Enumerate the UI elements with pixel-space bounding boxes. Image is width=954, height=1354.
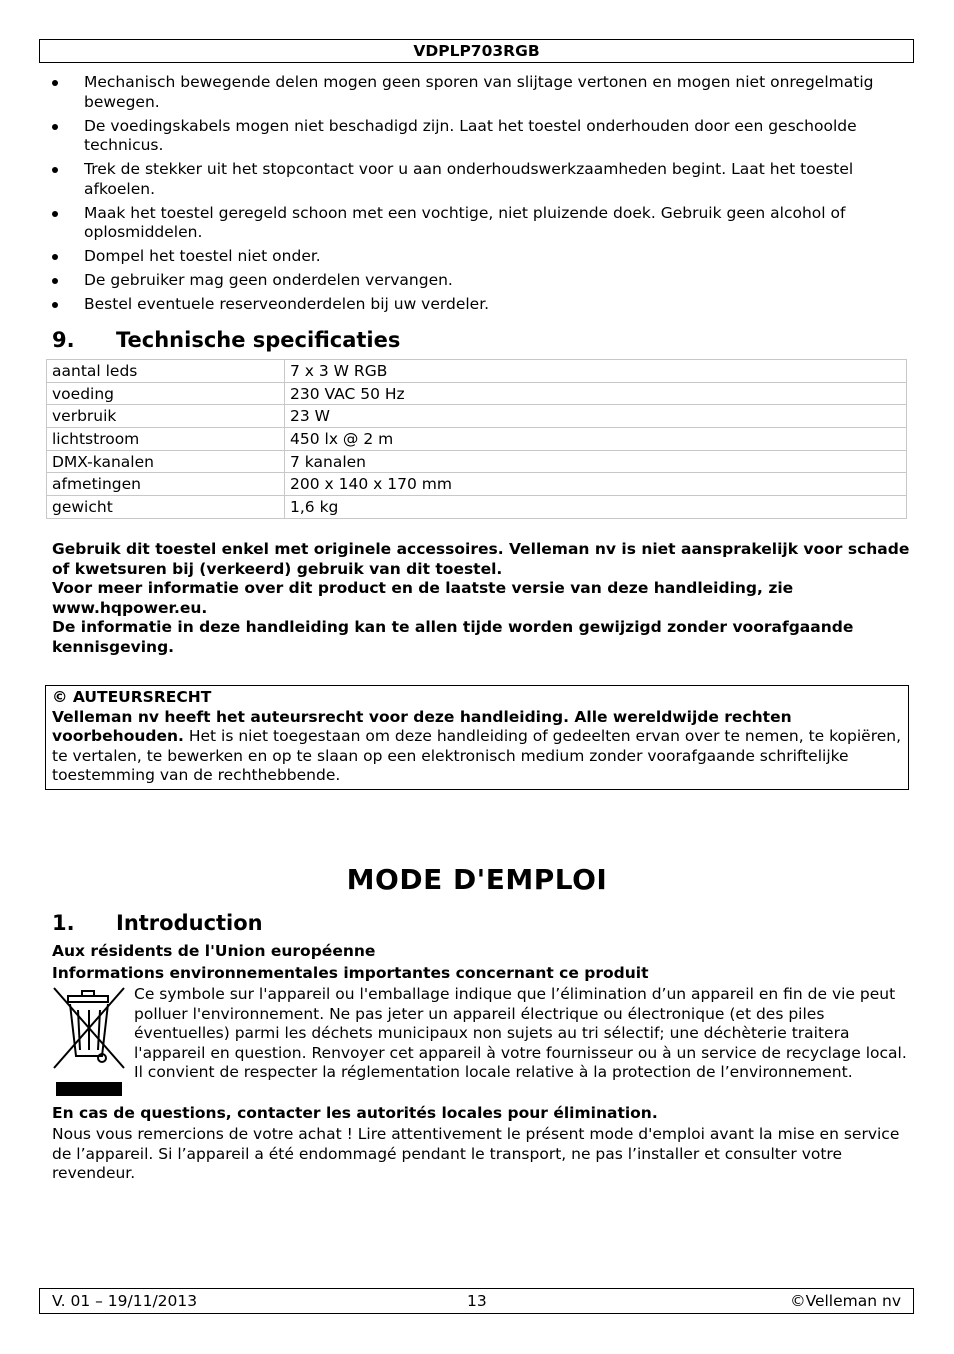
table-row: voeding 230 VAC 50 Hz <box>47 382 907 405</box>
list-item: Trek de stekker uit het stopcontact voor u aan onderhoudswerkzaamheden begint. Laat het toestel afkoelen. <box>52 160 912 199</box>
version-date: V. 01 – 19/11/2013 <box>52 1292 198 1310</box>
bullet-icon <box>52 211 58 217</box>
list-item: Dompel het toestel niet onder. <box>52 247 912 267</box>
weee-description: Ce symbole sur l'appareil ou l'emballage indique que l’élimination d’un appareil en fin de vie peut polluer l'environnement. Ne pas jeter un appareil électrique ou électronique (et des piles éventuelles) parmi les déchets municipaux non sujets au tri sélectif; une déchèterie traitera l'appareil en question. Renvoyer cet appareil à votre fournisseur ou à un service de recyclage local. Il convient de respecter la réglementation locale relative à la protection de l’environnement. <box>134 985 907 1081</box>
page-header <box>39 39 914 63</box>
table-row: aantal leds 7 x 3 W RGB <box>47 360 907 383</box>
table-row: gewicht 1,6 kg <box>47 496 907 519</box>
thanks-paragraph: Nous vous remercions de votre achat ! Lire attentivement le présent mode d'emploi avant la mise en service de l’appareil. Si l’appareil a été endommagé pendant le transport, ne pas l’installer et consulter votre revendeur. <box>52 1125 900 1182</box>
table-row: afmetingen 200 x 140 x 170 mm <box>47 473 907 496</box>
maintenance-list <box>52 73 912 319</box>
footer-copyright: ©Velleman nv <box>790 1292 901 1310</box>
intro-heading: 1. Introduction <box>52 911 263 935</box>
bullet-icon <box>52 124 58 130</box>
env-info-heading: Informations environnementales importantes concernant ce produit <box>52 964 649 982</box>
bullet-icon <box>52 254 58 260</box>
list-item: Mechanisch bewegende delen mogen geen sporen van slijtage vertonen en mogen niet onregelmatig bewegen. <box>52 73 912 112</box>
weee-bin-icon <box>52 986 126 1100</box>
copyright-box <box>45 685 909 790</box>
page-title: MODE D'EMPLOI <box>346 863 608 896</box>
bullet-icon <box>52 167 58 173</box>
bullet-icon <box>52 80 58 86</box>
bullet-icon <box>52 278 58 284</box>
model-number: VDPLP703RGB <box>413 42 540 60</box>
table-row: verbruik 23 W <box>47 405 907 428</box>
copyright-text: Velleman nv heeft het auteursrecht voor deze handleiding. Alle wereldwijde rechten voorbehouden. Het is niet toegestaan om deze handleiding of gedeelten ervan over te nemen, te kopiëren, te vertalen, te bewerken en op te slaan op een elektronisch medium zonder voorafgaande schriftelijke toestemming van de rechthebbende. <box>52 707 902 784</box>
bullet-icon <box>52 302 58 308</box>
specs-heading: 9. Technische specificaties <box>52 328 401 352</box>
list-item: De gebruiker mag geen onderdelen vervangen. <box>52 271 912 291</box>
copyright-title: © AUTEURSRECHT <box>52 688 212 706</box>
accessories-notice: Gebruik dit toestel enkel met originele accessoires. Velleman nv is niet aansprakelijk voor schade of kwetsuren bij (verkeerd) gebruik van dit toestel. Voor meer informatie over dit product en de laatste versie van deze handleiding, zie www.hqpower.eu. De informatie in deze handleiding kan te allen tijde worden gewijzigd zonder voorafgaande kennisgeving. <box>52 540 910 656</box>
table-row: DMX-kanalen 7 kanalen <box>47 450 907 473</box>
page-number: 13 <box>467 1292 487 1310</box>
questions-notice: En cas de questions, contacter les autorités locales pour élimination. <box>52 1104 658 1122</box>
specs-table <box>46 359 907 519</box>
residents-heading: Aux résidents de l'Union européenne <box>52 942 376 960</box>
list-item: Maak het toestel geregeld schoon met een vochtige, niet pluizende doek. Gebruik geen alcohol of oplosmiddelen. <box>52 204 912 243</box>
table-row: lichtstroom 450 lx @ 2 m <box>47 428 907 451</box>
list-item: De voedingskabels mogen niet beschadigd zijn. Laat het toestel onderhouden door een geschoolde technicus. <box>52 117 912 156</box>
page-footer <box>39 1288 914 1314</box>
list-item: Bestel eventuele reserveonderdelen bij uw verdeler. <box>52 295 912 315</box>
